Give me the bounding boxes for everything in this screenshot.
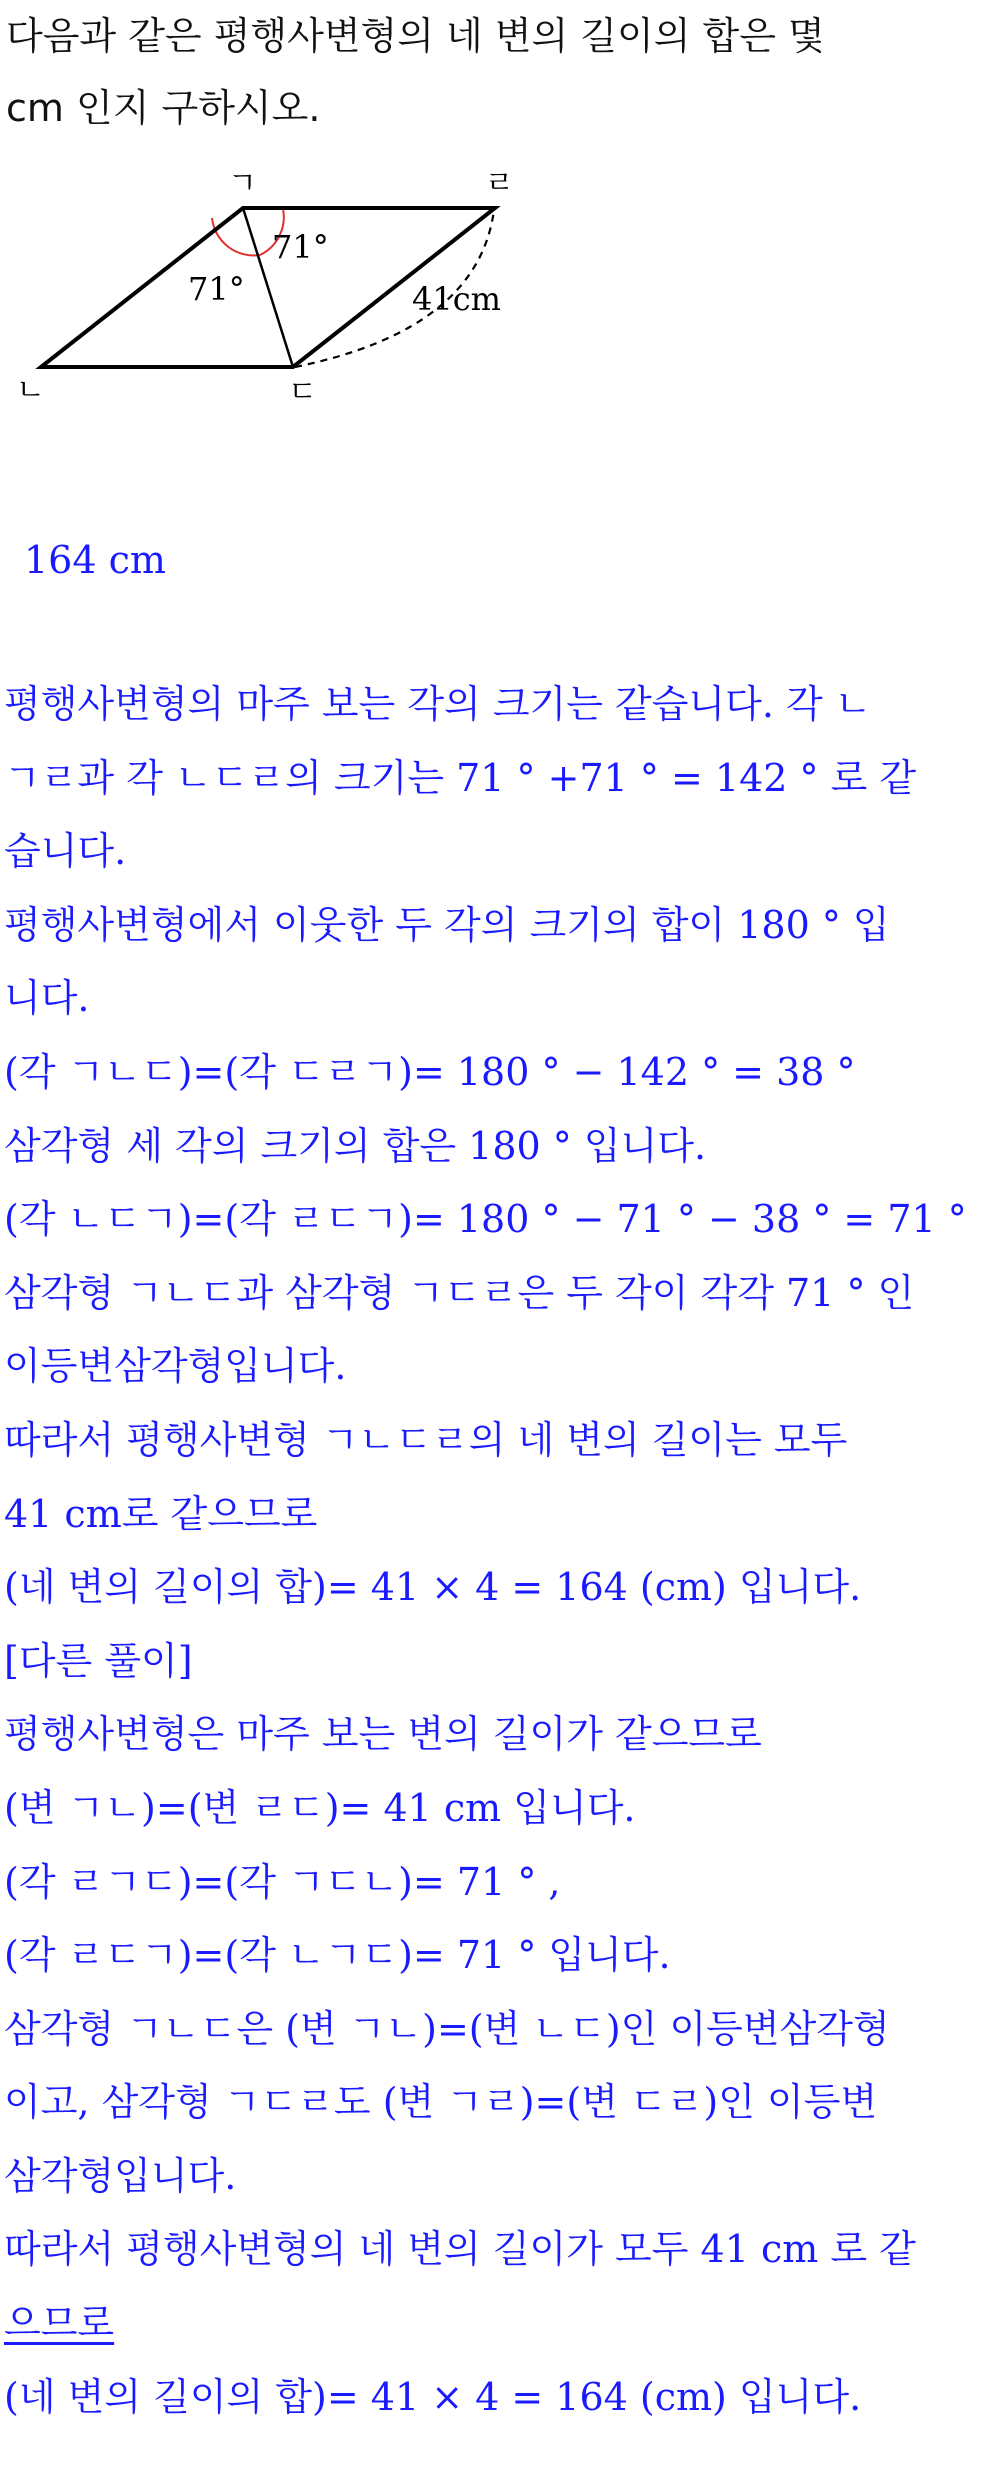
explanation-block (4, 668, 989, 2434)
angle-label-1: 71° (272, 228, 329, 266)
explanation-line: (네 변의 길이의 합)= 41 × 4 = 164 (cm) 입니다. (4, 1565, 862, 1610)
explanation-line: (각 ㄱㄴㄷ)=(각 ㄷㄹㄱ)= 180 ° − 142 ° = 38 ° (4, 1049, 856, 1094)
answer-text: 164 cm (24, 538, 166, 582)
angle-label-2: 71° (188, 270, 245, 308)
explanation-line: 니다. (4, 976, 90, 1021)
explanation-line: (각 ㄹㄱㄷ)=(각 ㄱㄷㄴ)= 71 ° , (4, 1859, 561, 1904)
explanation-line: 41 cm로 같으므로 (4, 1491, 318, 1536)
explanation-line: 이등변삼각형입니다. (4, 1344, 347, 1389)
explanation-line: (각 ㄴㄷㄱ)=(각 ㄹㄷㄱ)= 180 ° − 71 ° − 38 ° = 71 ° (4, 1197, 967, 1242)
parallelogram-figure (0, 160, 540, 410)
explanation-line: 따라서 평행사변형 ㄱㄴㄷㄹ의 네 변의 길이는 모두 (4, 1417, 848, 1462)
explanation-line: 으므로 (4, 2301, 115, 2346)
explanation-line: 이고, 삼각형 ㄱㄷㄹ도 (변 ㄱㄹ)=(변 ㄷㄹ)인 이등변 (4, 2080, 878, 2125)
explanation-line: 평행사변형은 마주 보는 변의 길이가 같으므로 (4, 1712, 762, 1757)
side-length-label: 41cm (412, 280, 501, 318)
vertex-label-bottom-mid: ㄷ (288, 375, 317, 410)
explanation-line: [다른 풀이] (4, 1638, 193, 1683)
explanation-line: 따라서 평행사변형의 네 변의 길이가 모두 41 cm 로 같 (4, 2227, 916, 2272)
explanation-line: 삼각형 ㄱㄴㄷ은 (변 ㄱㄴ)=(변 ㄴㄷ)인 이등변삼각형 (4, 2006, 890, 2051)
vertex-label-bottom-left: ㄴ (16, 373, 45, 408)
explanation-line: 습니다. (4, 829, 127, 874)
explanation-line: (변 ㄱㄴ)=(변 ㄹㄷ)= 41 cm 입니다. (4, 1785, 636, 1830)
vertex-label-top-right: ㄹ (485, 166, 514, 201)
explanation-line: 평행사변형의 마주 보는 각의 크기는 같습니다. 각 ㄴ (4, 682, 872, 726)
explanation-line: 삼각형 세 각의 크기의 합은 180 ° 입니다. (4, 1123, 707, 1168)
explanation-line: 평행사변형에서 이웃한 두 각의 크기의 합이 180 ° 입 (4, 902, 890, 947)
question-line-2: cm 인지 구하시오. (6, 86, 321, 130)
explanation-line: ㄱㄹ과 각 ㄴㄷㄹ의 크기는 71 ° +71 ° = 142 ° 로 같 (4, 755, 917, 800)
explanation-line: (각 ㄹㄷㄱ)=(각 ㄴㄱㄷ)= 71 ° 입니다. (4, 1933, 671, 1978)
explanation-line: 삼각형입니다. (4, 2153, 237, 2198)
question-text (6, 0, 986, 144)
vertex-label-top-left: ㄱ (228, 166, 257, 201)
question-line-1: 다음과 같은 평행사변형의 네 변의 길이의 합은 몇 (6, 14, 825, 58)
explanation-line: (네 변의 길이의 합)= 41 × 4 = 164 (cm) 입니다. (4, 2374, 862, 2419)
explanation-line: 삼각형 ㄱㄴㄷ과 삼각형 ㄱㄷㄹ은 두 각이 각각 71 ° 인 (4, 1270, 915, 1315)
